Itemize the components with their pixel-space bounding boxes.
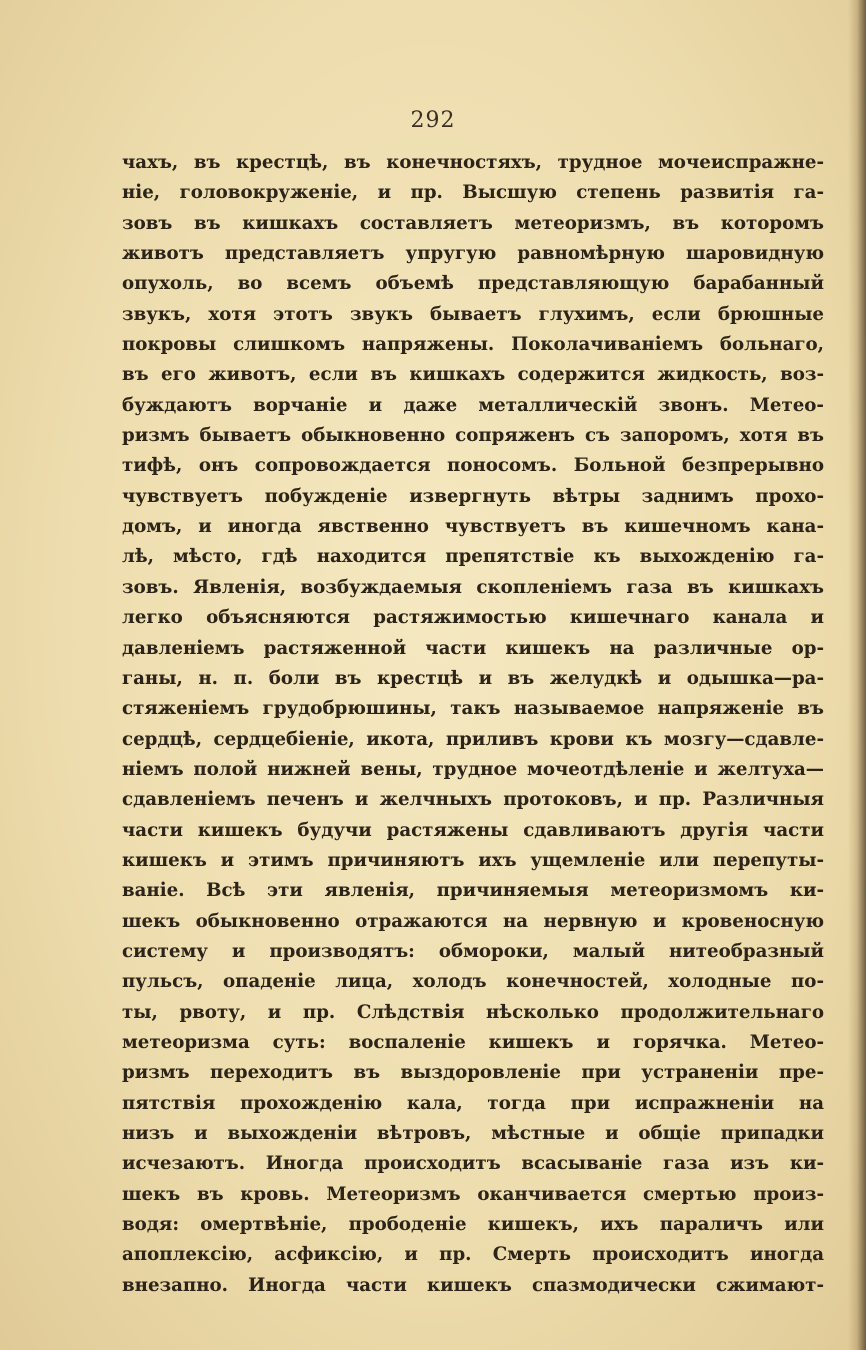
text-line: опухоль, во всемъ объемѣ представляющую барабанный [122,273,824,295]
text-line: звукъ, хотя этотъ звукъ бываетъ глухимъ, если брюшные [122,303,824,325]
text-line: покровы слишкомъ напряжены. Поколачиваніемъ больнаго, [122,334,824,356]
text-line: исчезаютъ. Иногда происходитъ всасываніе газа изъ ки- [122,1153,824,1175]
text-line: ваніе. Всѣ эти явленія, причиняемыя метеоризмомъ ки- [122,880,824,902]
text-line: ризмъ переходитъ въ выздоровленіе при устраненіи пре- [122,1062,824,1084]
text-line: внезапно. Иногда части кишекъ спазмодически сжимают- [122,1274,824,1296]
text-line: части кишекъ будучи растяжены сдавливаютъ другія части [122,819,824,841]
body-text [122,148,824,1301]
text-line: пульсъ, опаденіе лица, холодъ конечностей, холодные по- [122,971,824,993]
text-line: чувствуетъ побужденіе извергнуть вѣтры заднимъ прохо- [122,485,824,507]
text-line: чахъ, въ крестцѣ, въ конечностяхъ, трудное мочеиспражне- [122,152,824,173]
text-line: ганы, н. п. боли въ крестцѣ и въ желудкѣ и одышка—ра- [122,667,824,689]
text-line: давленіемъ растяженной части кишекъ на различные ор- [122,637,824,659]
text-line: зовъ въ кишкахъ составляетъ метеоризмъ, въ которомъ [122,212,824,234]
text-line: буждаютъ ворчаніе и даже металлическій звонъ. Метео- [122,394,824,416]
text-line: стяженіемъ грудобрюшины, такъ называемое напряженіе въ [122,698,824,720]
text-line: шекъ обыкновенно отражаются на нервную и кровеносную [122,910,824,932]
page-edge-shadow [848,0,866,1350]
text-line: тифѣ, онъ сопровождается поносомъ. Больной безпрерывно [122,455,824,477]
text-line: ніе, головокруженіе, и пр. Высшую степень развитія га- [122,182,824,204]
text-line: животъ представляетъ упругую равномѣрную шаровидную [122,243,824,265]
text-line: метеоризма суть: воспаленіе кишекъ и горячка. Метео- [122,1031,824,1053]
text-line: пятствія прохожденію кала, тогда при испражненіи на [122,1092,824,1114]
text-line: сдавленіемъ печенъ и желчныхъ протоковъ, и пр. Различныя [122,789,824,811]
text-line: ты, рвоту, и пр. Слѣдствія нѣсколько продолжительнаго [122,1001,824,1023]
text-line: сердцѣ, сердцебіеніе, икота, приливъ крови къ мозгу—сдавле- [122,728,824,750]
text-line: водя: омертвѣніе, прободеніе кишекъ, ихъ параличъ или [122,1214,824,1236]
text-line: ніемъ полой нижней вены, трудное мочеотдѣленіе и желтуха— [122,758,824,780]
text-line: кишекъ и этимъ причиняютъ ихъ ущемленіе или перепуты- [122,849,824,871]
text-line: шекъ въ кровь. Метеоризмъ оканчивается смертью произ- [122,1183,824,1205]
page-number: 292 [410,108,456,133]
text-line: въ его животъ, если въ кишкахъ содержится жидкость, воз- [122,364,824,386]
text-line: зовъ. Явленія, возбуждаемыя скопленіемъ газа въ кишкахъ [122,576,824,598]
text-line: домъ, и иногда явственно чувствуетъ въ кишечномъ кана- [122,516,824,538]
text-line: лѣ, мѣсто, гдѣ находится препятствіе къ выхожденію га- [122,546,824,568]
text-line: легко объясняются растяжимостью кишечнаго канала и [122,607,824,629]
text-line: систему и производятъ: обмороки, малый нитеобразный [122,940,824,962]
text-line: низъ и выхожденіи вѣтровъ, мѣстные и общіе припадки [122,1123,824,1144]
text-line: апоплексію, асфиксію, и пр. Смерть происходитъ иногда [122,1244,824,1266]
text-line: ризмъ бываетъ обыкновенно сопряженъ съ запоромъ, хотя въ [122,425,824,447]
